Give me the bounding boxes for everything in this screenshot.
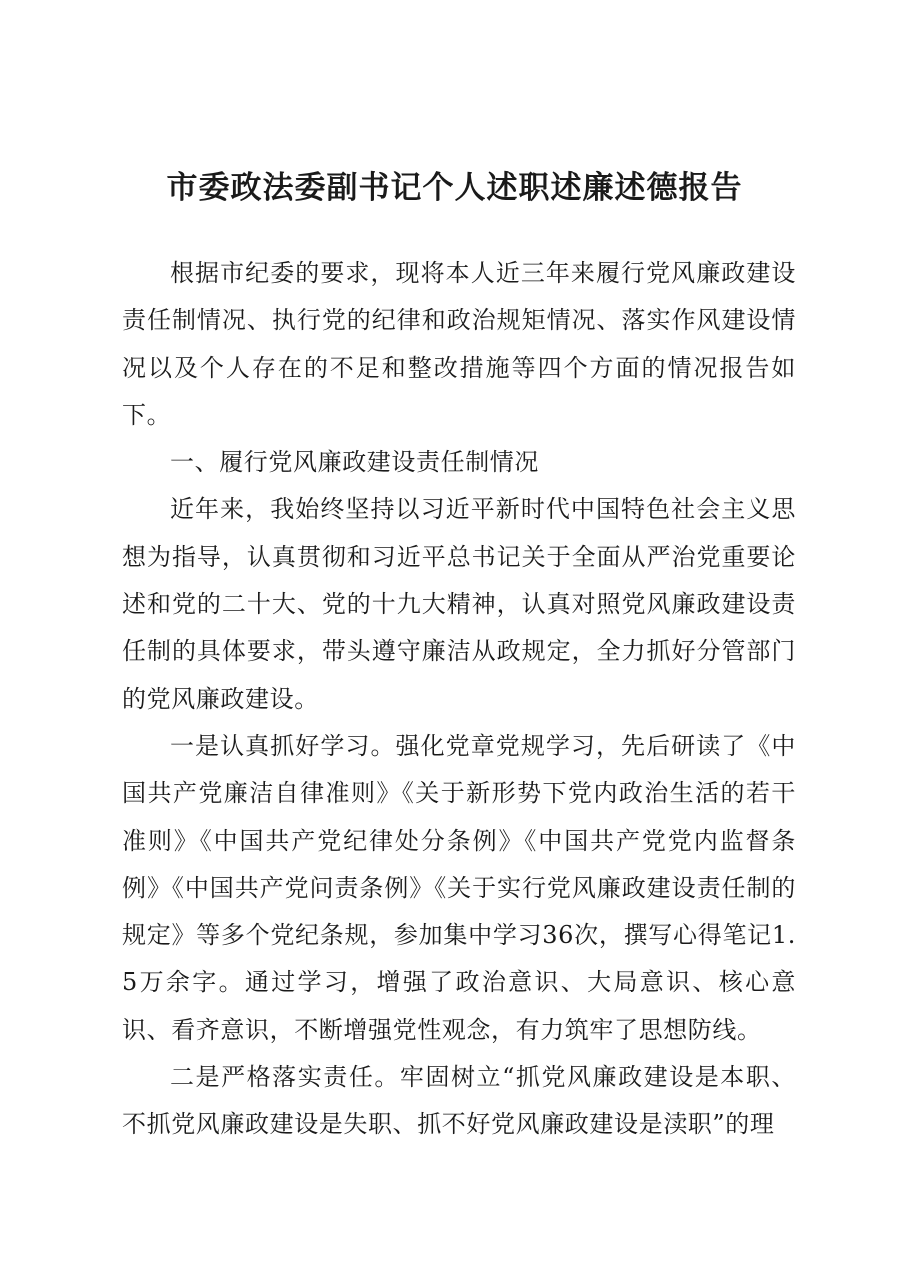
section-heading-1: 一、履行党风廉政建设责任制情况 [170, 448, 539, 477]
paragraph-intro: 根据市纪委的要求，现将本人近三年来履行党风廉政建设责任制情况、执行党的纪律和政治规矩情况、落实作风建设情况以及个人存在的不足和整改措施等四个方面的情况报告如下。 [122, 259, 796, 429]
document-title: 市委政法委副书记个人述职述廉述德报告 [166, 170, 743, 206]
document-body [122, 250, 796, 1149]
paragraph-responsibility: 二是严格落实责任。牢固树立“抓党风廉政建设是本职、不抓党风廉政建设是失职、抓不好党风廉政建设是渎职”的理 [122, 1063, 796, 1139]
paragraph-study: 一是认真抓好学习。强化党章党规学习，先后研读了《中国共产党廉洁自律准则》《关于新形势下党内政治生活的若干准则》《中国共产党纪律处分条例》《中国共产党党内监督条例》《中国共产党问责条例》《关于实行党风廉政建设责任制的规定》等多个党纪条规，参加集中学习36次，撰写心得笔记1.5万余字。通过学习，增强了政治意识、大局意识、核心意识、看齐意识，不断增强党性观念，有力筑牢了思想防线。 [122, 731, 796, 1044]
paragraph-overview: 近年来，我始终坚持以习近平新时代中国特色社会主义思想为指导，认真贯彻和习近平总书记关于全面从严治党重要论述和党的二十大、党的十九大精神，认真对照党风廉政建设责任制的具体要求，带头遵守廉洁从政规定，全力抓好分管部门的党风廉政建设。 [122, 495, 796, 713]
